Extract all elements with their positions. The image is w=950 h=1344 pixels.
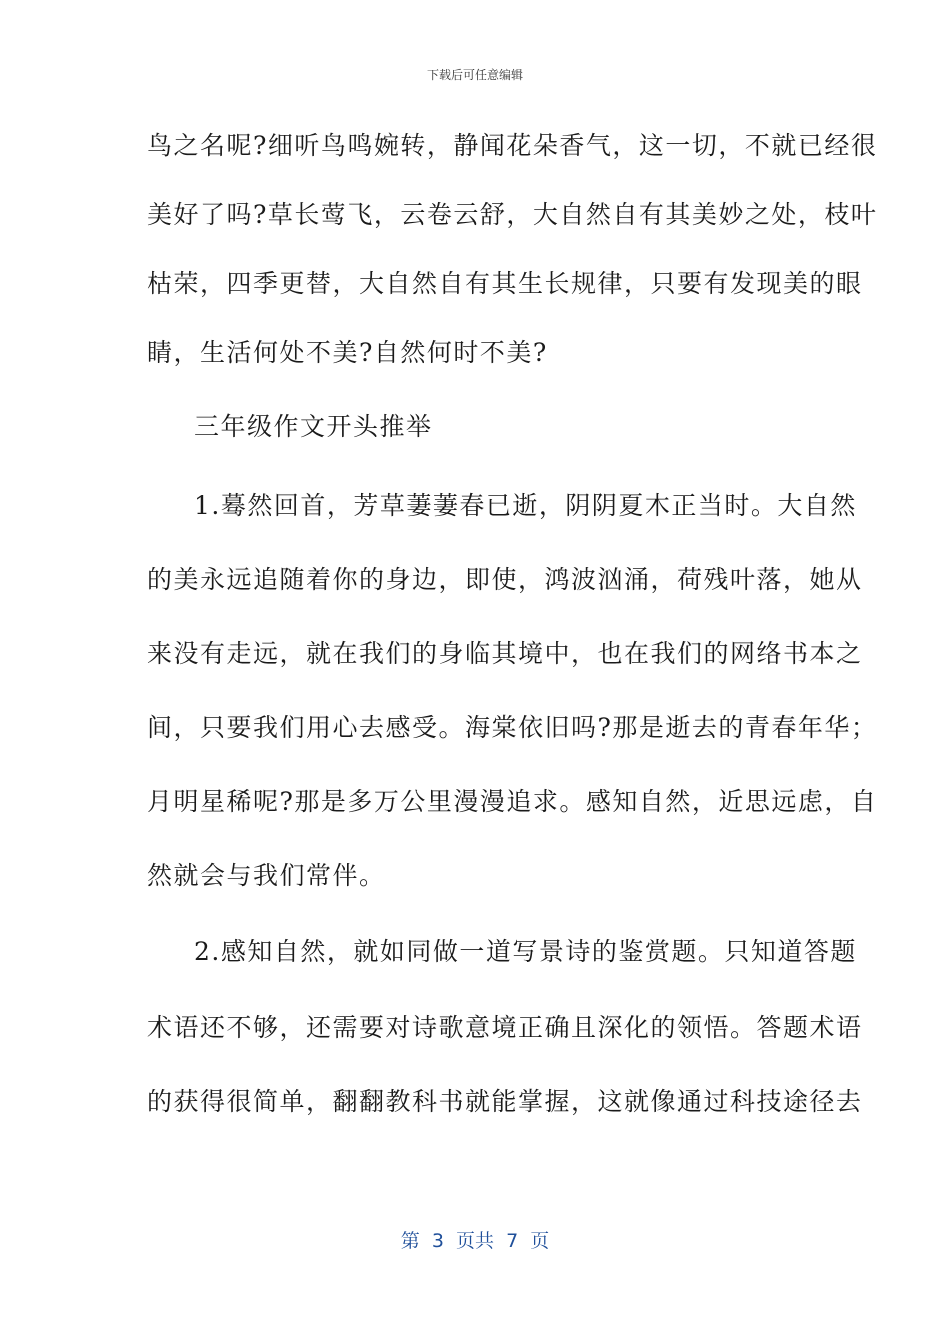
paragraph-line: 美好了吗?草长莺飞，云卷云舒，大自然自有其美妙之处，枝叶 xyxy=(147,200,878,229)
paragraph-line: 2.感知自然，就如同做一道写景诗的鉴赏题。只知道答题 xyxy=(194,937,857,966)
paragraph-line: 月明星稀呢?那是多万公里漫漫追求。感知自然，近思远虑，自 xyxy=(147,787,878,816)
paragraph-line: 枯荣，四季更替，大自然自有其生长规律，只要有发现美的眼 xyxy=(147,269,863,298)
paragraph-line: 1.蓦然回首，芳草萋萋春已逝，阴阴夏木正当时。大自然 xyxy=(194,491,857,520)
section-heading: 三年级作文开头推举 xyxy=(194,412,433,441)
page-number: 第 3 页共 7 页 xyxy=(400,1230,550,1252)
paragraph-line: 的获得很简单，翻翻教科书就能掌握，这就像通过科技途径去 xyxy=(147,1087,863,1116)
paragraph-line: 间，只要我们用心去感受。海棠依旧吗?那是逝去的青春年华； xyxy=(147,713,878,742)
paragraph-line: 睛，生活何处不美?自然何时不美? xyxy=(147,338,548,367)
paragraph-line: 然就会与我们常伴。 xyxy=(147,861,386,890)
header-note: 下载后可任意编辑 xyxy=(426,68,523,82)
paragraph-line: 来没有走远，就在我们的身临其境中，也在我们的网络书本之 xyxy=(147,639,863,668)
paragraph-line: 的美永远追随着你的身边，即使，鸿波汹涌，荷残叶落，她从 xyxy=(147,565,863,594)
paragraph-line: 术语还不够，还需要对诗歌意境正确且深化的领悟。答题术语 xyxy=(147,1013,863,1042)
paragraph-line: 鸟之名呢?细听鸟鸣婉转，静闻花朵香气，这一切，不就已经很 xyxy=(147,131,878,160)
